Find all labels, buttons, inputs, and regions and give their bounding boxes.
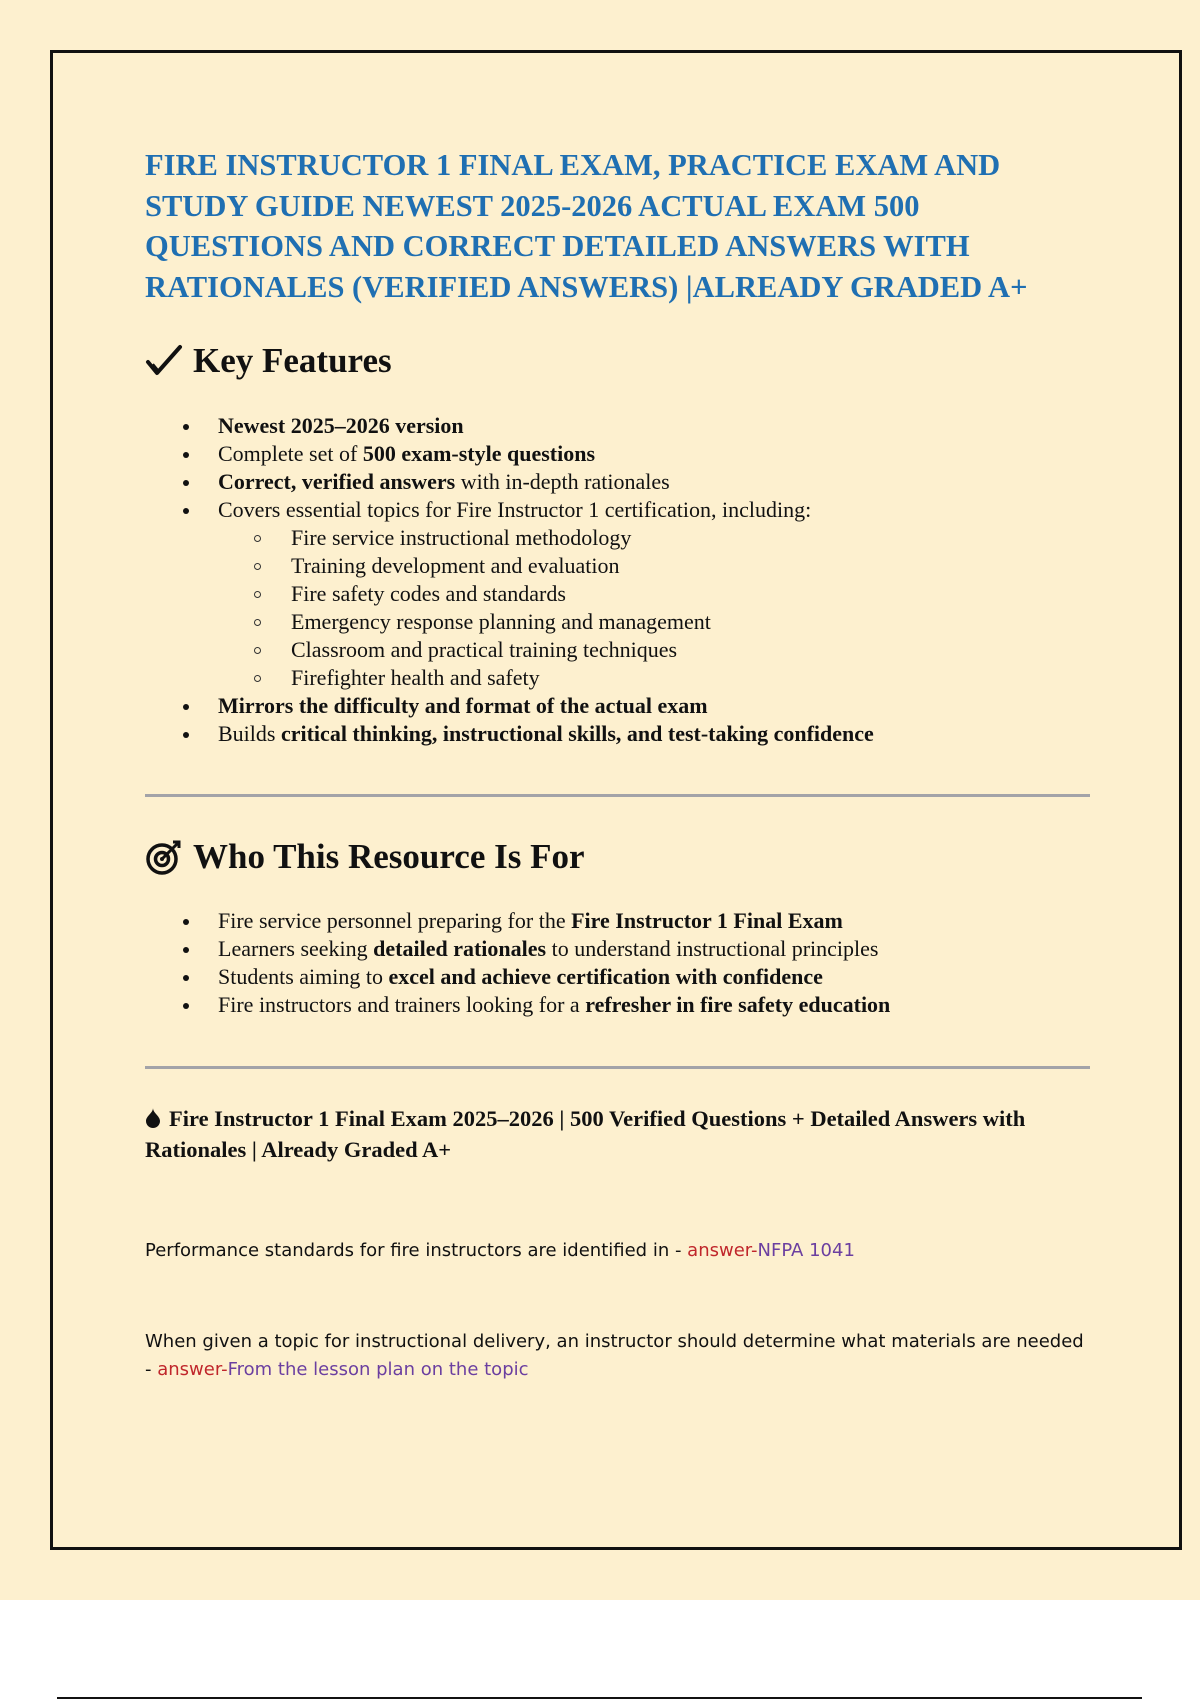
feature-item: Mirrors the difficulty and format of the actual exam (145, 692, 1095, 720)
key-features-list (145, 412, 1095, 748)
audience-item: Fire service personnel preparing for the Fire Instructor 1 Final Exam (145, 907, 1095, 935)
feature-item: Newest 2025–2026 version (145, 412, 1095, 440)
audience-item: Fire instructors and trainers looking for a refresher in fire safety education (145, 991, 1095, 1019)
audience-heading (145, 836, 585, 878)
topic-item: Fire safety codes and standards (218, 580, 1095, 608)
topic-item: Classroom and practical training techniques (218, 636, 1095, 664)
answer-prefix: answer- (157, 1359, 228, 1380)
topic-item: Fire service instructional methodology (218, 524, 1095, 552)
question-text: Performance standards for fire instructors are identified in - (145, 1240, 688, 1261)
check-mark-icon (145, 342, 183, 380)
topic-item: Emergency response planning and management (218, 608, 1095, 636)
question-text: When given a topic for instructional delivery, an instructor should determine what materials are needed - (145, 1331, 1084, 1380)
feature-item: Covers essential topics for Fire Instructor 1 certification, including: Fire service instructional methodology Training development and evaluation Fire safety codes and standards Emergency response planning and management Classroom and practical training techniques Firefighter health and safety (145, 496, 1095, 692)
feature-item: Complete set of 500 exam-style questions (145, 440, 1095, 468)
question-item (145, 1328, 1090, 1384)
answer-text: NFPA 1041 (757, 1240, 855, 1261)
audience-item: Students aiming to excel and achieve certification with confidence (145, 963, 1095, 991)
document-title: FIRE INSTRUCTOR 1 FINAL EXAM, PRACTICE EXAM AND STUDY GUIDE NEWEST 2025-2026 ACTUAL EXAM 500 QUESTIONS AND CORRECT DETAILED ANSWERS WITH RATIONALES (VERIFIED ANSWERS) |ALREADY GRADED A+ (145, 148, 1028, 304)
section-divider (145, 1066, 1090, 1069)
feature-item: Correct, verified answers with in-depth rationales (145, 468, 1095, 496)
feature-item: Builds critical thinking, instructional skills, and test-taking confidence (145, 720, 1095, 748)
summary-title: Fire Instructor 1 Final Exam 2025–2026 | 500 Verified Questions + Detailed Answers with Rationales | Already Graded A+ (145, 1106, 1026, 1162)
audience-item: Learners seeking detailed rationales to understand instructional principles (145, 935, 1095, 963)
key-features-title: Key Features (193, 341, 392, 380)
answer-prefix: answer- (687, 1240, 758, 1261)
next-page-edge (57, 1697, 1142, 1699)
title-block (145, 145, 1090, 307)
topic-item: Firefighter health and safety (218, 664, 1095, 692)
question-item (145, 1237, 1090, 1265)
topic-item: Training development and evaluation (218, 552, 1095, 580)
audience-title: Who This Resource Is For (193, 837, 585, 876)
answer-text: From the lesson plan on the topic (227, 1359, 529, 1380)
topics-list (218, 524, 1095, 692)
key-features-heading (145, 340, 392, 382)
section-divider (145, 794, 1090, 797)
fire-drop-icon (145, 1107, 161, 1136)
target-icon (145, 838, 183, 876)
audience-list (145, 907, 1095, 1019)
